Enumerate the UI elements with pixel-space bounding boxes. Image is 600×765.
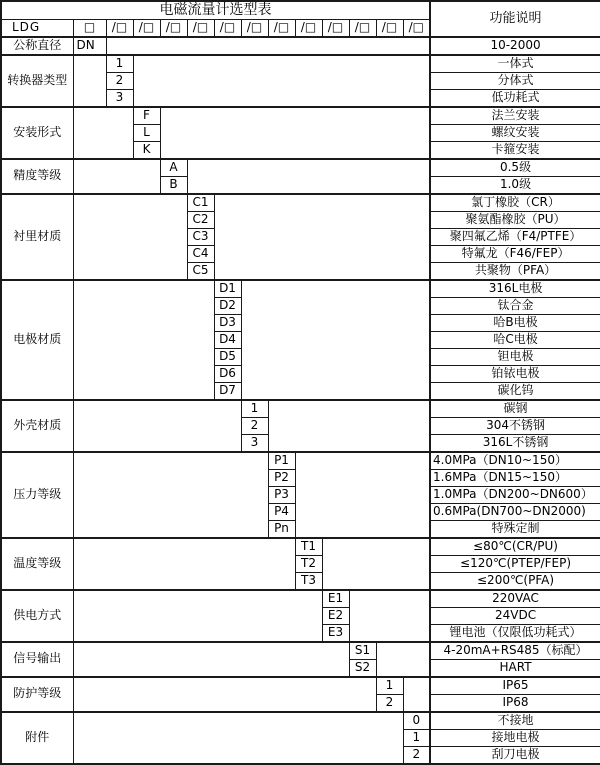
option-code: E3 xyxy=(322,624,349,642)
function-desc: 分体式 xyxy=(430,72,600,89)
function-desc: IP68 xyxy=(430,694,600,712)
function-desc: 不接地 xyxy=(430,712,600,730)
option-code: C3 xyxy=(187,228,214,245)
option-code: Pn xyxy=(268,520,295,538)
option-code: 0 xyxy=(403,712,430,730)
function-desc: 聚氨酯橡胶（PU） xyxy=(430,211,600,228)
function-desc: ≤80℃(CR/PU) xyxy=(430,538,600,556)
model-slot-box: /□ xyxy=(322,19,349,37)
option-code: S2 xyxy=(349,659,376,677)
function-desc: 10-2000 xyxy=(430,37,600,55)
function-desc: IP65 xyxy=(430,677,600,695)
function-desc: 锂电池（仅限低功耗式） xyxy=(430,624,600,642)
spacer-cell xyxy=(73,677,376,712)
option-code: D5 xyxy=(214,348,241,365)
option-code: P2 xyxy=(268,469,295,486)
spacer-cell xyxy=(73,280,214,400)
spacer-cell xyxy=(73,194,187,280)
function-desc: 1.0MPa（DN200~DN600） xyxy=(430,486,600,503)
function-desc: 钽电极 xyxy=(430,348,600,365)
model-prefix: LDG xyxy=(1,19,73,37)
function-desc: 4-20mA+RS485（标配） xyxy=(430,642,600,660)
option-code: S1 xyxy=(349,642,376,660)
function-desc: 316L不锈钢 xyxy=(430,434,600,452)
function-column-header: 功能说明 xyxy=(430,1,600,37)
model-slot-box: /□ xyxy=(160,19,187,37)
function-desc: 铂铱电极 xyxy=(430,365,600,382)
function-desc: 刮刀电极 xyxy=(430,746,600,764)
function-desc: 接地电极 xyxy=(430,729,600,746)
model-slot-box: /□ xyxy=(268,19,295,37)
spacer-cell xyxy=(295,452,430,538)
function-desc: 0.5级 xyxy=(430,159,600,177)
spacer-cell xyxy=(322,538,430,590)
function-desc: ≤200℃(PFA) xyxy=(430,572,600,590)
function-desc: 哈C电极 xyxy=(430,331,600,348)
option-code: 2 xyxy=(241,417,268,434)
option-code: 2 xyxy=(106,72,133,89)
function-desc: HART xyxy=(430,659,600,677)
spacer-cell xyxy=(349,590,430,642)
section-label-pressure-rating: 压力等级 xyxy=(1,452,73,538)
function-desc: 碳化钨 xyxy=(430,382,600,400)
model-base-box: □ xyxy=(73,19,106,37)
option-code: E1 xyxy=(322,590,349,608)
option-code: D7 xyxy=(214,382,241,400)
function-desc: 氯丁橡胶（CR） xyxy=(430,194,600,212)
section-label-nominal-diameter: 公称直径 xyxy=(1,37,73,55)
model-slot-box: /□ xyxy=(241,19,268,37)
function-desc: 一体式 xyxy=(430,55,600,73)
function-desc: 卡箍安装 xyxy=(430,141,600,159)
function-desc: 1.0级 xyxy=(430,176,600,194)
spacer-cell xyxy=(73,642,349,677)
option-code: D2 xyxy=(214,297,241,314)
model-slot-box: /□ xyxy=(295,19,322,37)
model-slot-box: /□ xyxy=(214,19,241,37)
section-label-electrode-material: 电极材质 xyxy=(1,280,73,400)
section-label-housing-material: 外壳材质 xyxy=(1,400,73,452)
option-code: C2 xyxy=(187,211,214,228)
option-code: C5 xyxy=(187,262,214,280)
section-label-protection-class: 防护等级 xyxy=(1,677,73,712)
spacer-cell xyxy=(376,642,430,677)
function-desc: 特氟龙（F46/FEP） xyxy=(430,245,600,262)
option-code: T3 xyxy=(295,572,322,590)
function-desc: 共聚物（PFA） xyxy=(430,262,600,280)
section-label-accessories: 附件 xyxy=(1,712,73,764)
option-code: D1 xyxy=(214,280,241,298)
section-label-signal-output: 信号输出 xyxy=(1,642,73,677)
option-code: 3 xyxy=(106,89,133,107)
function-desc: 316L电极 xyxy=(430,280,600,298)
function-desc: 法兰安装 xyxy=(430,107,600,125)
spacer-cell xyxy=(241,280,430,400)
spacer-cell xyxy=(106,37,430,55)
option-code: 1 xyxy=(241,400,268,418)
option-code: C4 xyxy=(187,245,214,262)
option-code: 3 xyxy=(241,434,268,452)
option-code: T2 xyxy=(295,555,322,572)
function-desc: 低功耗式 xyxy=(430,89,600,107)
spacer-cell xyxy=(73,452,268,538)
section-label-power-supply: 供电方式 xyxy=(1,590,73,642)
spacer-cell xyxy=(73,159,160,194)
spacer-cell xyxy=(73,538,295,590)
spacer-cell xyxy=(73,107,133,159)
model-slot-box: /□ xyxy=(403,19,430,37)
spacer-cell xyxy=(73,590,322,642)
function-desc: 哈B电极 xyxy=(430,314,600,331)
option-code: D4 xyxy=(214,331,241,348)
function-desc: 24VDC xyxy=(430,607,600,624)
option-code: L xyxy=(133,124,160,141)
option-code: 1 xyxy=(403,729,430,746)
spacer-cell xyxy=(403,677,430,712)
section-label-lining-material: 衬里材质 xyxy=(1,194,73,280)
section-label-temperature-rating: 温度等级 xyxy=(1,538,73,590)
option-code: P3 xyxy=(268,486,295,503)
function-desc: 钛合金 xyxy=(430,297,600,314)
function-desc: ≤120℃(PTEP/FEP) xyxy=(430,555,600,572)
function-desc: 聚四氟乙烯（F4/PTFE） xyxy=(430,228,600,245)
option-code: E2 xyxy=(322,607,349,624)
spacer-cell xyxy=(214,194,430,280)
spacer-cell xyxy=(133,55,430,107)
model-slot-box: /□ xyxy=(133,19,160,37)
section-label-install-type: 安装形式 xyxy=(1,107,73,159)
model-slot-box: /□ xyxy=(187,19,214,37)
option-code: K xyxy=(133,141,160,159)
option-code: DN xyxy=(73,37,106,55)
option-code: 2 xyxy=(376,694,403,712)
function-desc: 1.6MPa（DN15~150） xyxy=(430,469,600,486)
function-desc: 螺纹安装 xyxy=(430,124,600,141)
function-desc: 特殊定制 xyxy=(430,520,600,538)
spacer-cell xyxy=(187,159,430,194)
option-code: F xyxy=(133,107,160,125)
option-code: D6 xyxy=(214,365,241,382)
function-desc: 220VAC xyxy=(430,590,600,608)
option-code: 2 xyxy=(403,746,430,764)
spacer-cell xyxy=(73,712,403,764)
option-code: A xyxy=(160,159,187,177)
section-label-converter-type: 转换器类型 xyxy=(1,55,73,107)
option-code: D3 xyxy=(214,314,241,331)
option-code: B xyxy=(160,176,187,194)
model-slot-box: /□ xyxy=(106,19,133,37)
section-label-accuracy-class: 精度等级 xyxy=(1,159,73,194)
spacer-cell xyxy=(160,107,430,159)
option-code: C1 xyxy=(187,194,214,212)
function-desc: 4.0MPa（DN10~150） xyxy=(430,452,600,470)
table-title: 电磁流量计选型表 xyxy=(1,1,430,19)
function-desc: 碳钢 xyxy=(430,400,600,418)
model-slot-box: /□ xyxy=(349,19,376,37)
spacer-cell xyxy=(268,400,430,452)
option-code: T1 xyxy=(295,538,322,556)
spacer-cell xyxy=(73,55,106,107)
function-desc: 304不锈钢 xyxy=(430,417,600,434)
model-slot-box: /□ xyxy=(376,19,403,37)
option-code: P4 xyxy=(268,503,295,520)
function-desc: 0.6MPa(DN700~DN2000) xyxy=(430,503,600,520)
option-code: 1 xyxy=(376,677,403,695)
option-code: 1 xyxy=(106,55,133,73)
spacer-cell xyxy=(73,400,241,452)
option-code: P1 xyxy=(268,452,295,470)
